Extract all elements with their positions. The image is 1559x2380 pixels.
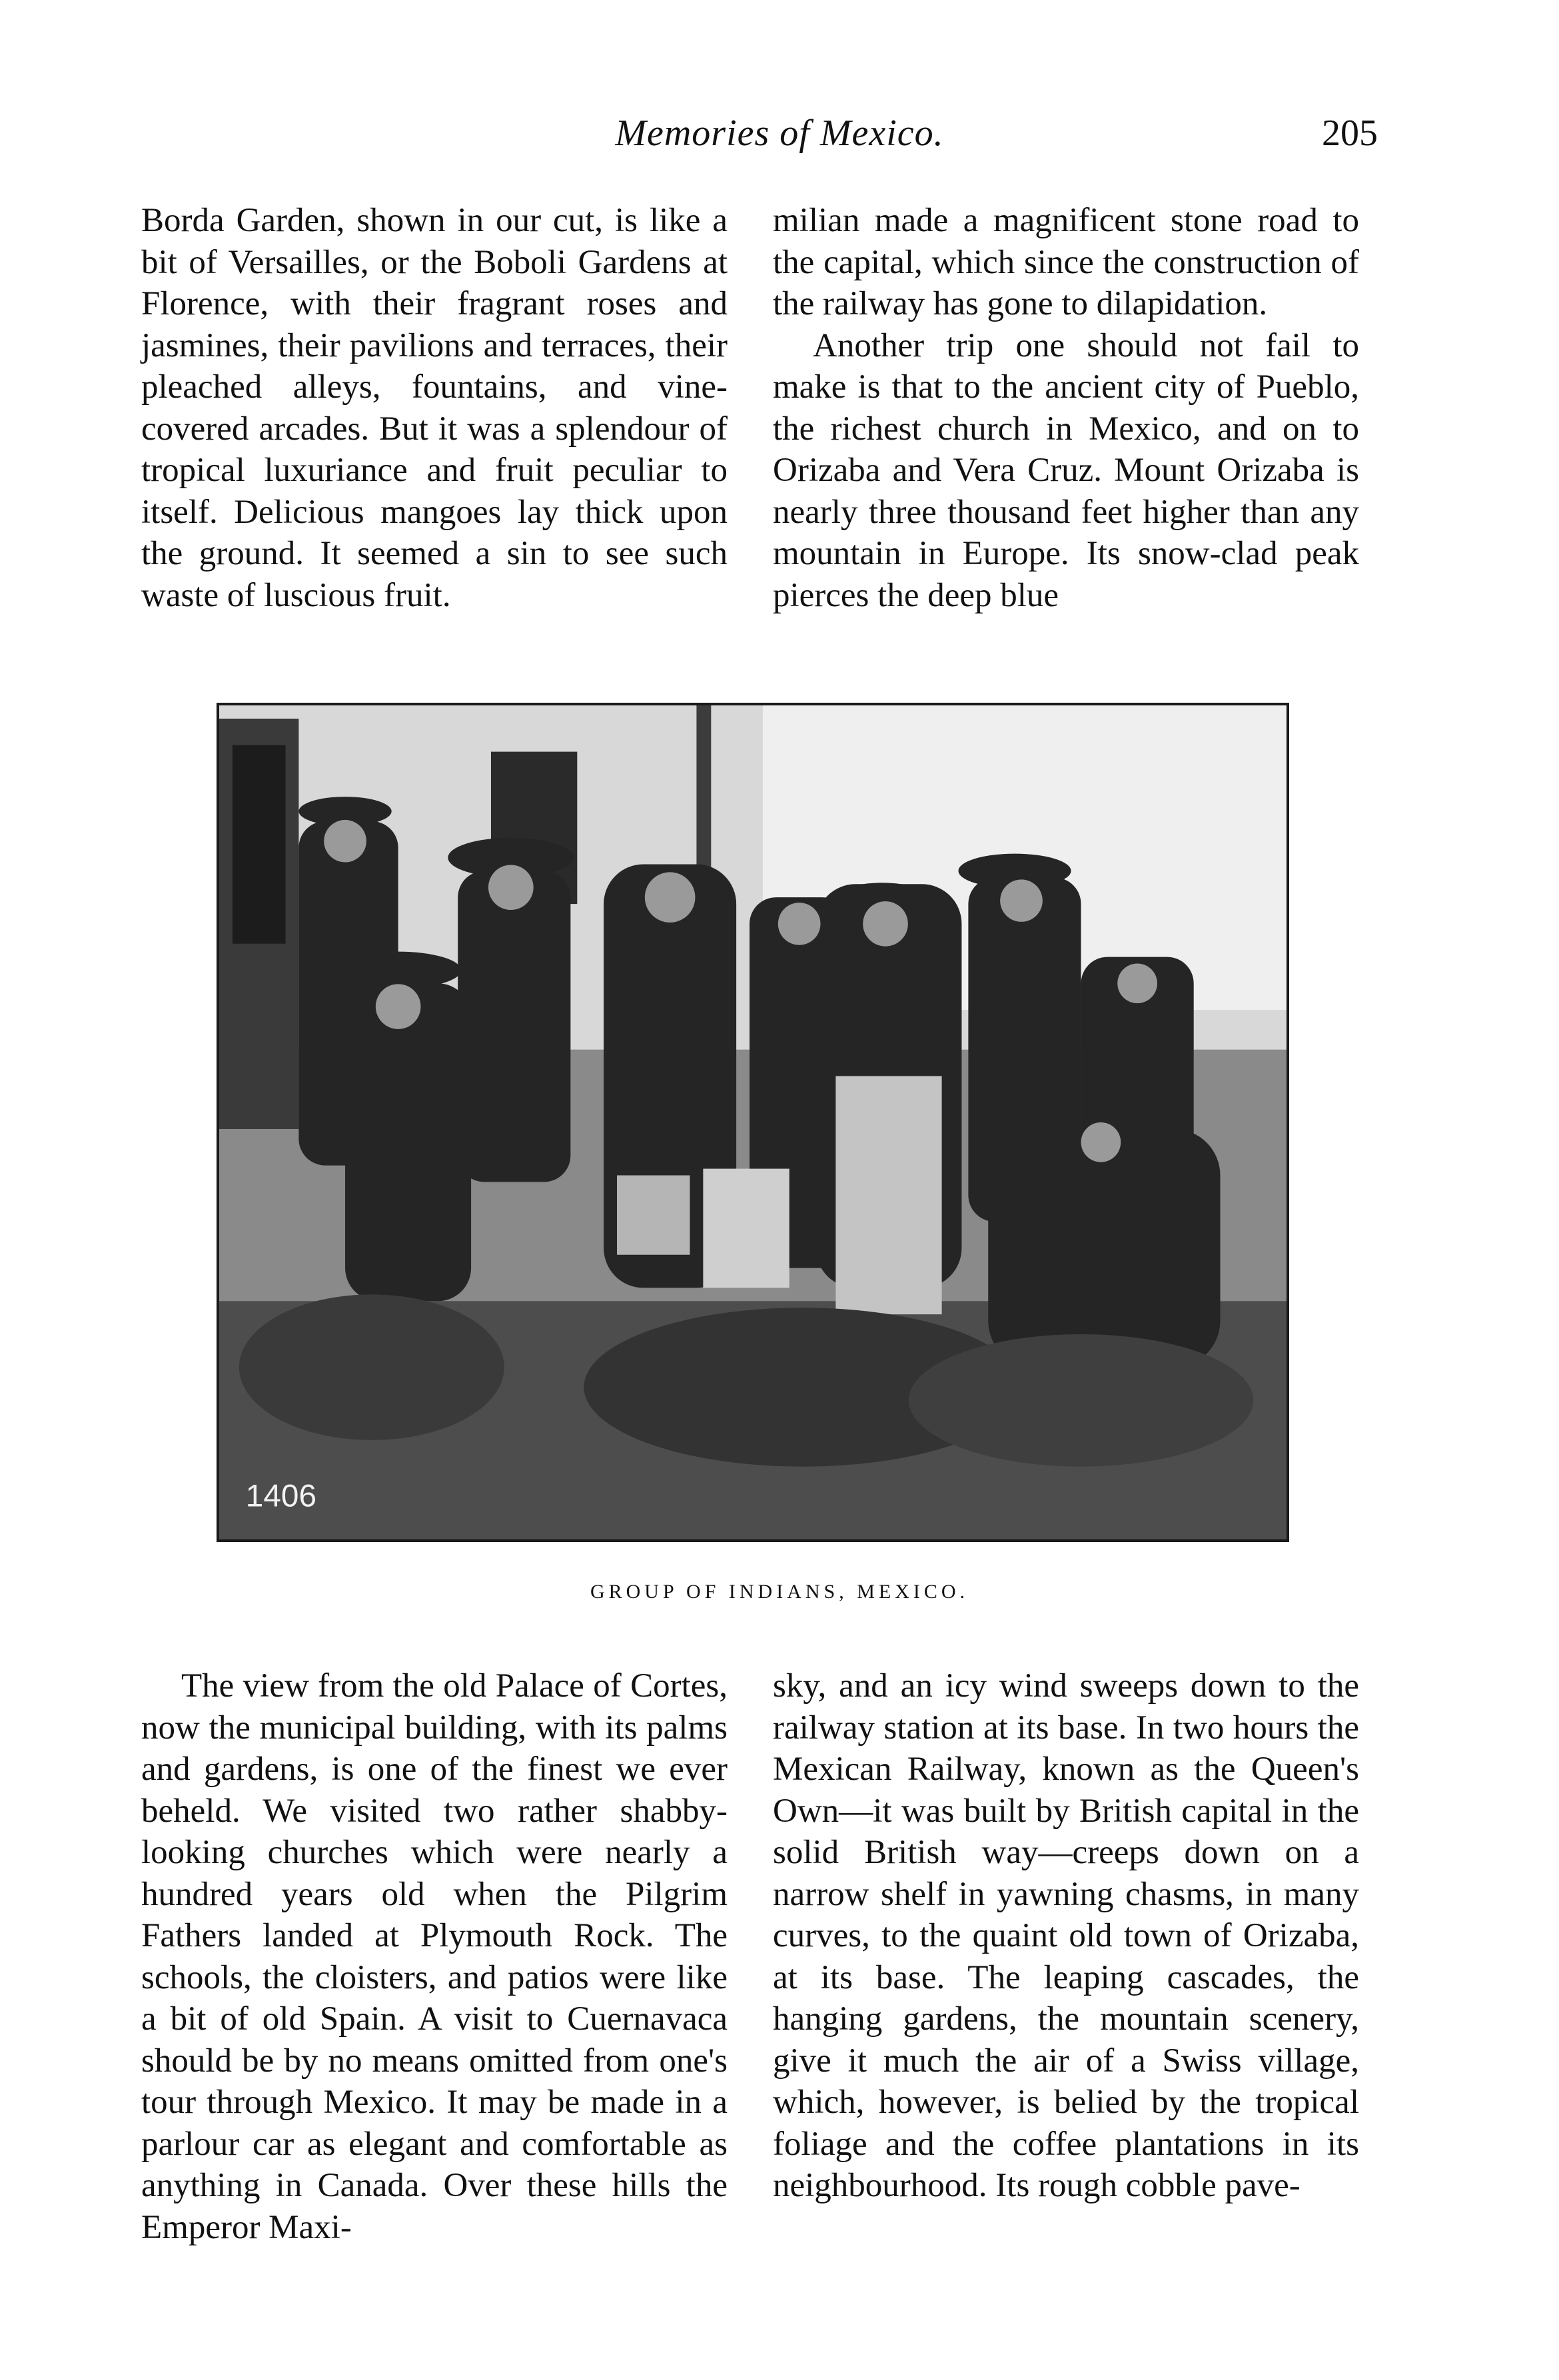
paragraph-orizaba-trip: Another trip one should not fail to make is that to the ancient city of Pueblo, the richest church in Mexico, and on to Orizaba and Vera Cruz. Mount Orizaba is nearly three thousand feet higher than any mountain in Europe. Its snow-clad peak pierces the deep blue	[773, 326, 1359, 614]
page-number: 205	[1322, 113, 1378, 154]
photo-group-of-indians	[217, 703, 1289, 1542]
photo-illustration	[219, 705, 1287, 1539]
paragraph-mexican-railway: sky, and an icy wind sweeps down to the railway station at its base. In two hours the Mexican Railway, known as the Queen's Own—it was built by British capital in the solid British way—creeps down on a narrow shelf in yawning chasms, in many curves, to the quaint old town of Orizaba, at its base. The leaping cascades, the hanging gardens, the mountain scenery, give it much the air of a Swiss village, which, however, is belied by the tropical foliage and the coffee plantations in its neighbourhood. Its rough cobble pave-	[773, 1667, 1359, 2204]
plate-number: 1406	[245, 1478, 317, 1514]
paragraph-palace-of-cortes: The view from the old Palace of Cortes, now the municipal building, with its palms and gardens, is one of the finest we ever beheld. We visited two rather shabby-looking churches which were nearly a hundred years old when the Pilgrim Fathers landed at Plymouth Rock. The schools, the cloisters, and patios were like a bit of old Spain. A visit to Cuernavaca should be by no means omitted from one's tour through Mexico. It may be made in a parlour car as elegant and comfortable as anything in Canada. Over these hills the Emperor Maxi-	[141, 1667, 728, 2246]
paragraph-stone-road: milian made a magnificent stone road to the capital, which since the construction of the railway has gone to dilapidation.	[773, 202, 1359, 322]
bottom-left-column	[141, 1665, 728, 2248]
running-title: Memories of Mexico.	[615, 113, 944, 154]
bottom-right-column	[773, 1665, 1359, 2207]
figure-caption: GROUP OF INDIANS, MEXICO.	[590, 1581, 969, 1603]
paragraph-borda-garden: Borda Garden, shown in our cut, is like a bit of Versailles, or the Boboli Gardens at Florence, with their fragrant roses and jasmines, their pavilions and terraces, their pleached alleys, fountains, and vine-covered arcades. But it was a splendour of tropical luxuriance and fruit peculiar to itself. Delicious mangoes lay thick upon the ground. It seemed a sin to see such waste of luscious fruit.	[141, 202, 728, 614]
top-right-column	[773, 200, 1359, 616]
running-head	[0, 107, 1559, 160]
top-left-column	[141, 200, 728, 616]
